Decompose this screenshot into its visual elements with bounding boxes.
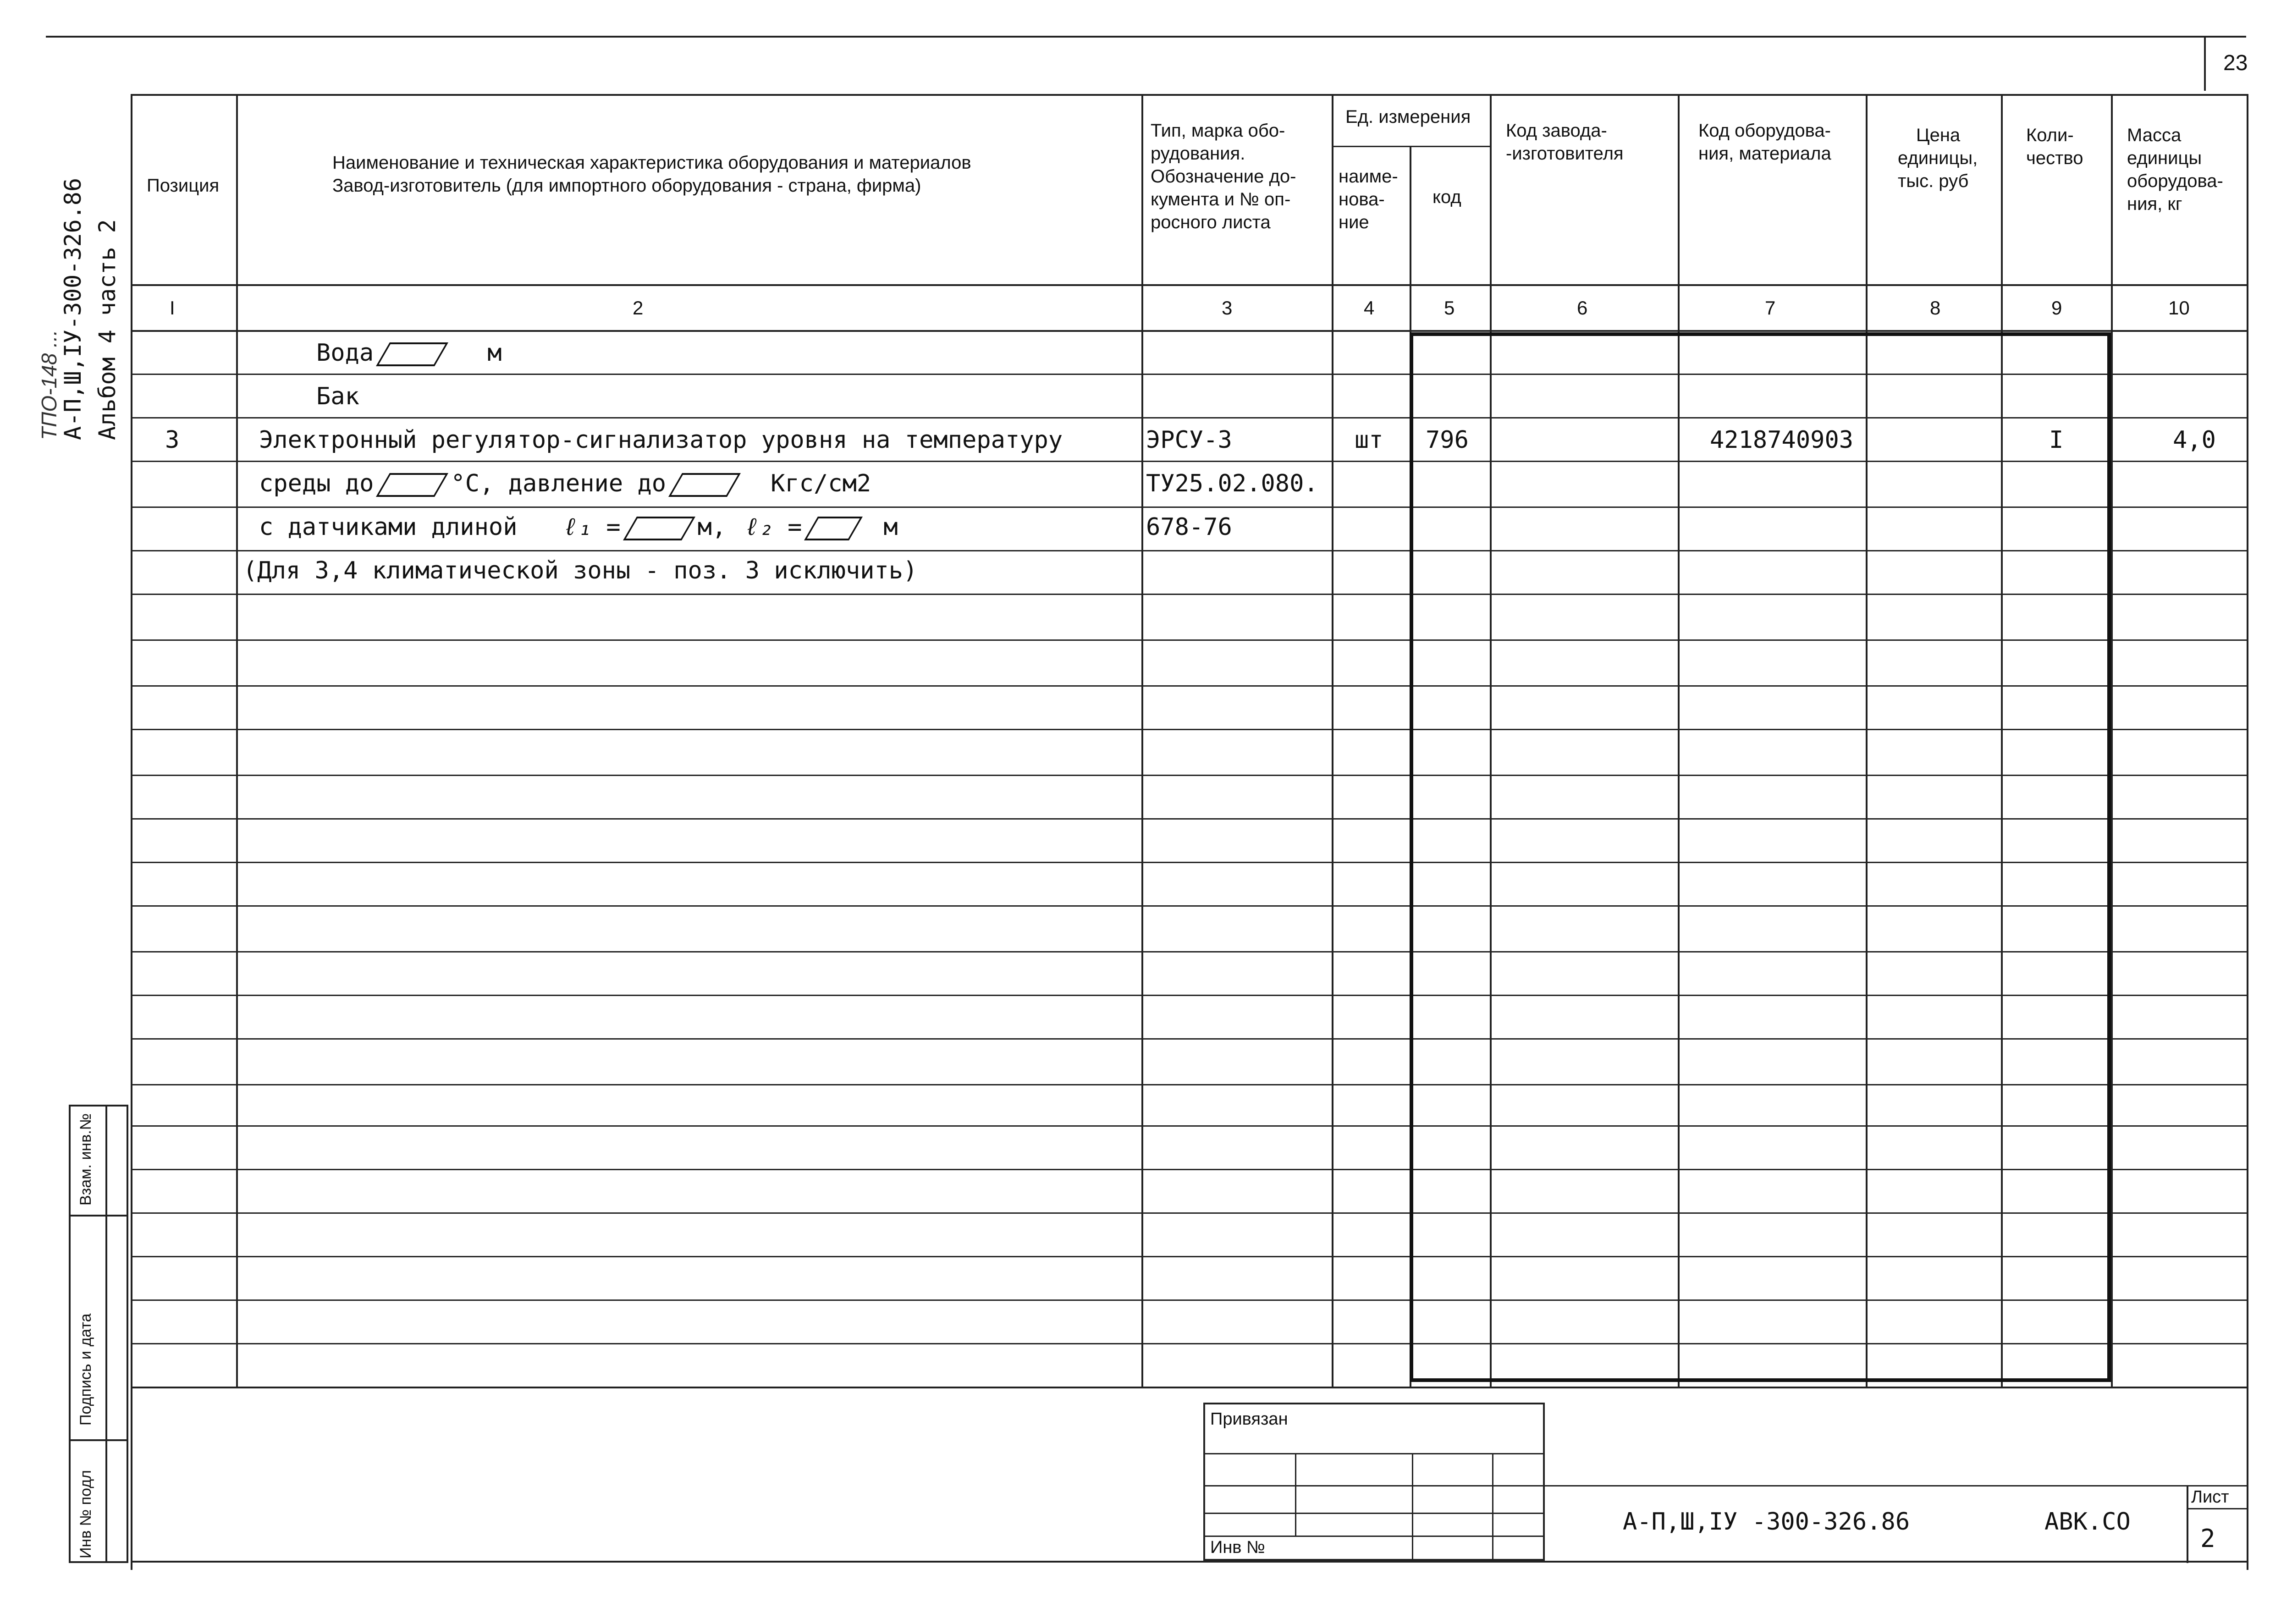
unit-group-divider (1332, 146, 1490, 147)
col-divider (1141, 94, 1143, 1387)
header-price-1: Цена (1916, 125, 1961, 145)
sheet-label: Лист (2191, 1487, 2229, 1507)
header-unit-name-3: ние (1339, 212, 1369, 232)
header-quantity-1: Коли- (2026, 125, 2074, 145)
header-unit-name-1: наиме- (1339, 166, 1398, 187)
header-name-2: Завод-изготовитель (для импортного оборудования - страна, фирма) (332, 176, 921, 196)
colnum-3: 3 (1222, 297, 1233, 319)
header-unit-name-2: нова- (1339, 189, 1385, 209)
row3-unit-code: 796 (1426, 426, 1469, 454)
privyazan-line (1203, 1453, 1545, 1454)
privyazan-vline (1492, 1453, 1493, 1561)
top-rule (46, 36, 2246, 38)
row5-name: с датчиками длиной ℓ₁ = м, ℓ₂ = м (259, 513, 898, 541)
margin-project-code: А-П,Ш,ІУ-300-326.86 (60, 178, 86, 440)
sheet-box-divider (2187, 1508, 2248, 1509)
header-type-1: Тип, марка обо- (1151, 121, 1285, 141)
row6-name: (Для 3,4 климатической зоны - поз. 3 исключить) (243, 557, 918, 584)
header-equip-code-2: ния, материала (1698, 143, 1831, 164)
colnum-4: 4 (1364, 297, 1375, 319)
row3-mass: 4,0 (2173, 426, 2216, 454)
sheet-number: 2 (2200, 1524, 2215, 1553)
header-type-2: рудования. (1151, 143, 1245, 164)
privyazan-vline (1295, 1453, 1296, 1536)
colnum-6: 6 (1577, 297, 1588, 319)
row3-unit-name: шт (1355, 426, 1383, 454)
header-type-4: кумента и № оп- (1151, 189, 1291, 209)
colnum-5: 5 (1444, 297, 1455, 319)
row1-name: Вода м (316, 339, 502, 367)
privyazan-line (1203, 1485, 1545, 1486)
title-line (1545, 1485, 2248, 1486)
colnum-8: 8 (1930, 297, 1941, 319)
col-divider (236, 94, 238, 1387)
side-stamp-divider (69, 1215, 128, 1217)
colnum-9: 9 (2051, 297, 2062, 319)
privyazan-line (1203, 1513, 1545, 1514)
row3-equip-code: 4218740903 (1710, 426, 1854, 454)
margin-album: Альбом 4 часть 2 (94, 219, 121, 440)
row3-name: Электронный регулятор-сигнализатор уровня на температуру (259, 426, 1063, 454)
header-type-3: Обозначение до- (1151, 166, 1296, 187)
colnum-1: I (170, 297, 175, 319)
stamp-field-signature: Подпись и дата (77, 1313, 94, 1426)
colnum-2: 2 (633, 297, 644, 319)
row3-quantity: I (2049, 426, 2064, 454)
header-unit-code: код (1432, 187, 1461, 207)
row5-type: 678-76 (1146, 513, 1232, 541)
header-unit-group: Ед. измерения (1345, 107, 1471, 127)
header-position: Позиция (147, 176, 220, 196)
header-type-5: росного листа (1151, 212, 1271, 232)
header-mass-1: Масса (2127, 125, 2182, 145)
header-price-3: тыс. руб (1898, 171, 1969, 191)
privyazan-line (1203, 1536, 1545, 1537)
privyazan-vline (1412, 1453, 1413, 1561)
margin-stamp: ТПО-148 ... (37, 330, 61, 440)
header-maker-code-1: Код завода- (1506, 121, 1607, 141)
row4-type: ТУ25.02.080. (1146, 470, 1318, 497)
header-mass-3: оборудова- (2127, 171, 2223, 191)
header-equip-code-1: Код оборудова- (1698, 121, 1831, 141)
row3-type: ЭРСУ-3 (1146, 426, 1232, 454)
page-number: 23 (2223, 51, 2248, 75)
document-code: А-П,Ш,ІУ -300-326.86 (1623, 1508, 1910, 1536)
stamp-field-inv: Инв № подл (77, 1470, 94, 1558)
row4-name: среды до °С, давление до Кгс/см2 (259, 470, 871, 497)
header-price-2: единицы, (1898, 148, 1978, 168)
sheet-code: АВК.СО (2044, 1508, 2131, 1536)
privyazan-label: Привязан (1210, 1409, 1288, 1429)
numbers-bottom (131, 330, 2248, 332)
colnum-7: 7 (1765, 297, 1776, 319)
col-divider (1332, 94, 1333, 1387)
row3-position: 3 (165, 426, 180, 454)
header-name-1: Наименование и техническая характеристика оборудования и материалов (332, 153, 971, 173)
header-mass-4: ния, кг (2127, 194, 2182, 214)
page-bottom-rule (131, 1561, 2248, 1563)
table-bottom (131, 1387, 2248, 1388)
colnum-10: 10 (2168, 297, 2190, 319)
bold-frame (1410, 332, 2111, 1382)
header-mass-2: единицы (2127, 148, 2202, 168)
stamp-field-replace-inv: Взам. инв.№ (77, 1113, 94, 1206)
header-quantity-2: чество (2026, 148, 2083, 168)
col-divider (2111, 94, 2113, 1387)
page-number-box-border (2204, 36, 2206, 91)
header-maker-code-2: -изготовителя (1506, 143, 1624, 164)
inv-no-label: Инв № (1210, 1538, 1265, 1557)
row2-name: Бак (316, 383, 359, 410)
header-bottom (131, 284, 2248, 286)
side-stamp-divider (69, 1439, 128, 1441)
side-stamp-divider (105, 1105, 107, 1563)
